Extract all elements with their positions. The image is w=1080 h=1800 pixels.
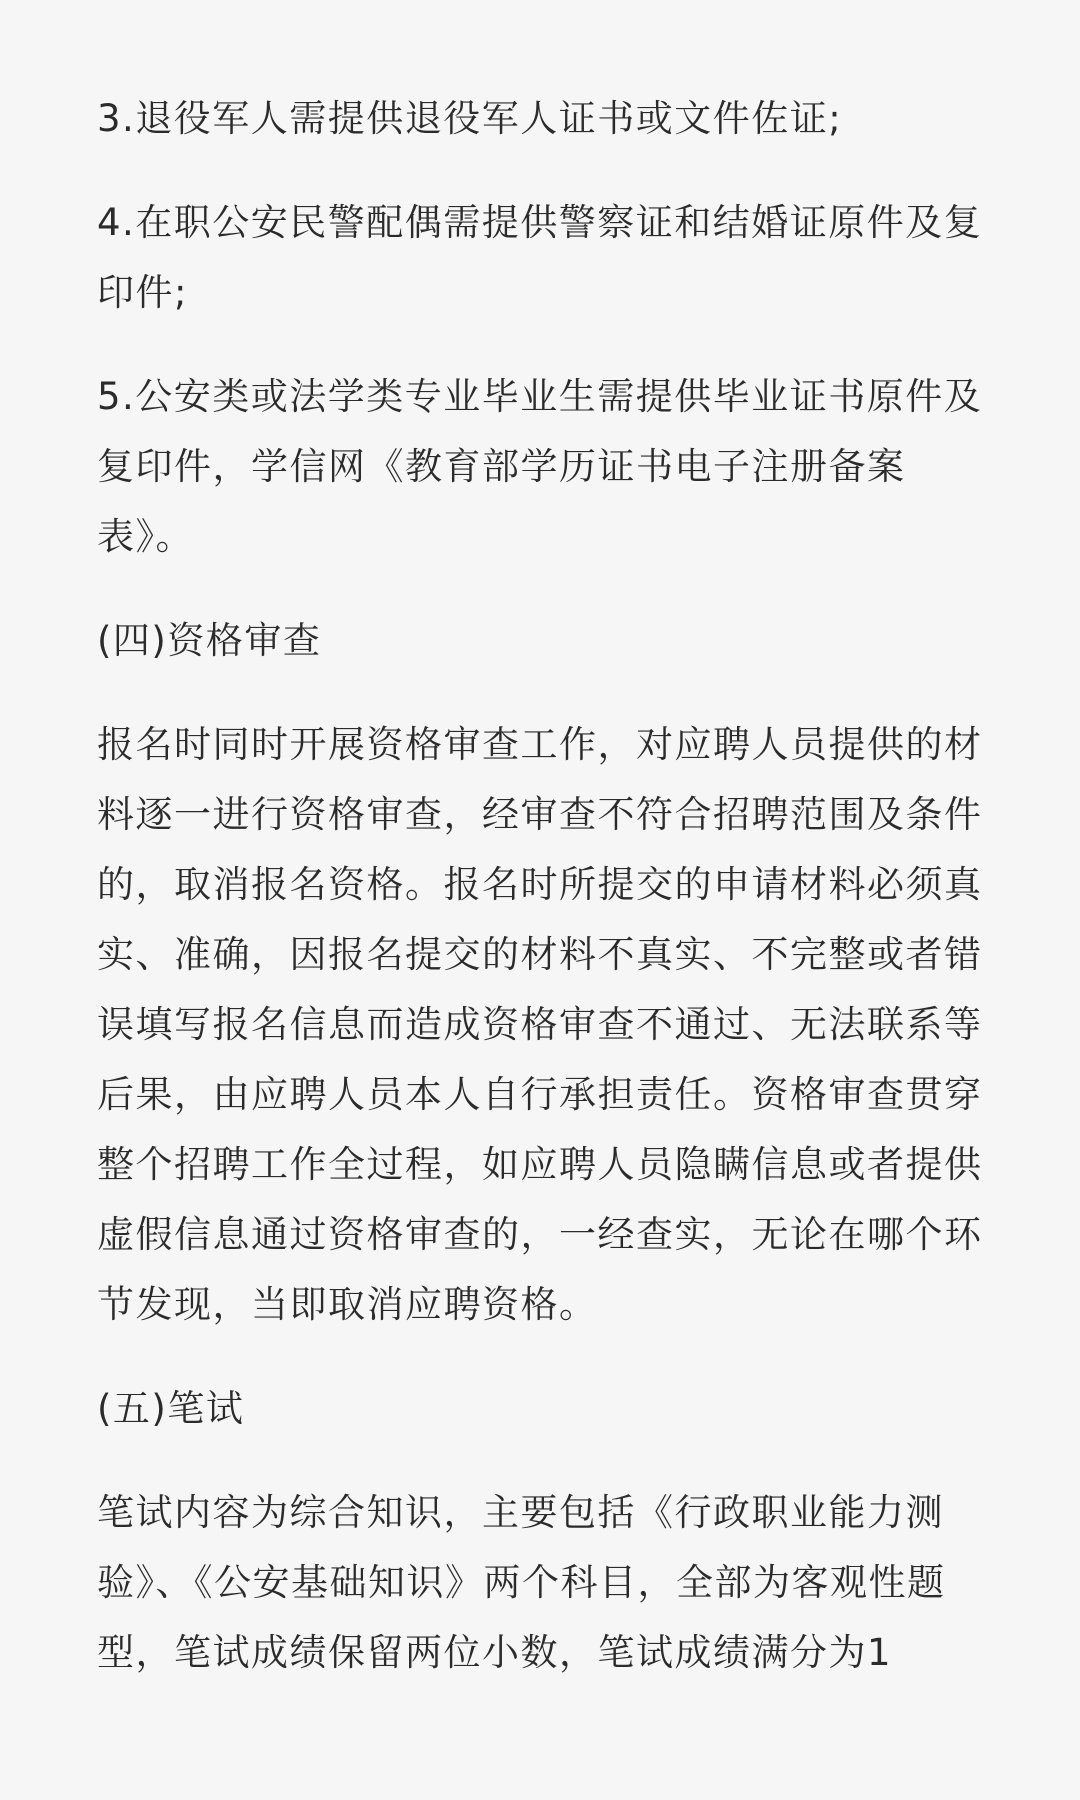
list-item-graduates: 5.公安类或法学类专业毕业生需提供毕业证书原件及复印件，学信网《教育部学历证书电子注册备案表》。 bbox=[97, 375, 983, 558]
list-item-police-spouse: 4.在职公安民警配偶需提供警察证和结婚证原件及复印件; bbox=[97, 201, 983, 314]
list-item-veterans: 3.退役军人需提供退役军人证书或文件佐证; bbox=[97, 97, 843, 140]
paragraph-written-exam: 笔试内容为综合知识，主要包括《行政职业能力测验》、《公安基础知识》两个科目，全部为客观性题型，笔试成绩保留两位小数，笔试成绩满分为1 bbox=[97, 1491, 946, 1674]
section-heading-qualification-review: (四)资格审查 bbox=[97, 619, 322, 662]
section-heading-written-exam: (五)笔试 bbox=[97, 1387, 245, 1430]
paragraph-qualification-review: 报名时同时开展资格审查工作，对应聘人员提供的材料逐一进行资格审查，经审查不符合招聘范围及条件的，取消报名资格。报名时所提交的申请材料必须真实、准确，因报名提交的材料不真实、不完整或者错误填写报名信息而造成资格审查不通过、无法联系等后果，由应聘人员本人自行承担责任。资格审查贯穿整个招聘工作全过程，如应聘人员隐瞒信息或者提供虚假信息通过资格审查的，一经查实，无论在哪个环节发现，当即取消应聘资格。 bbox=[97, 723, 983, 1326]
